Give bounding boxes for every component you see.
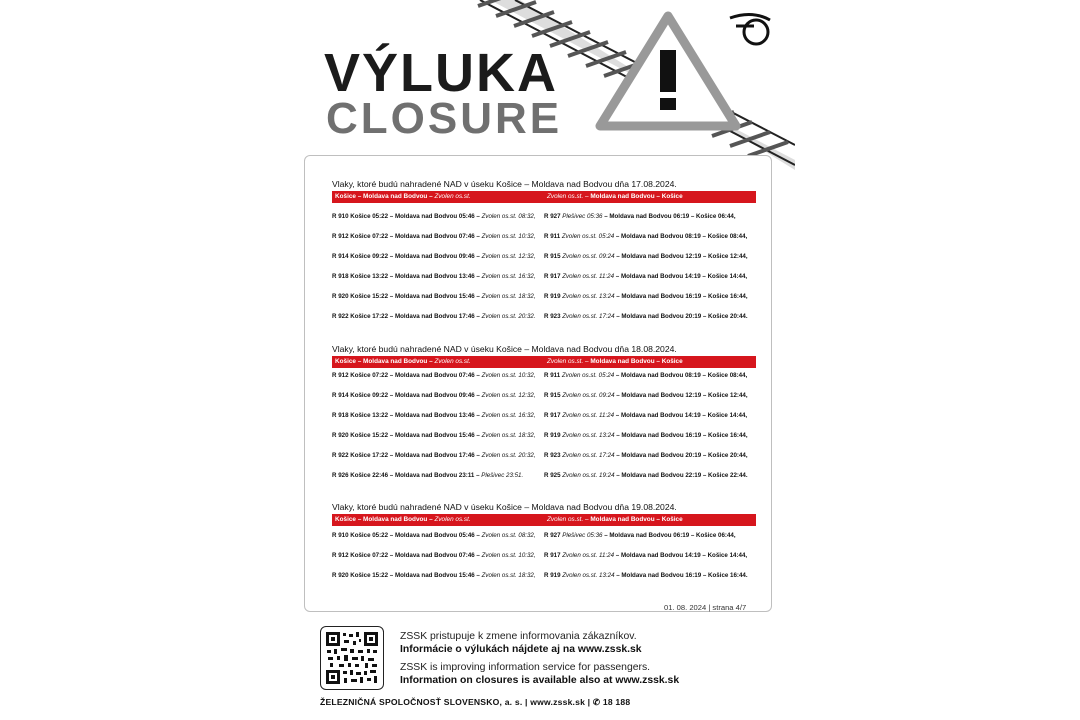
table-row: R 914 Košice 09:22 – Moldava nad Bodvou 09:46 – Zvolen os.st. 12:32, R 915 Zvolen os.st. 09:24 – Moldava nad Bodvou 12:19 – Košice 12:44, [332, 392, 748, 399]
route-header-band [332, 356, 756, 368]
table-row: R 914 Košice 09:22 – Moldava nad Bodvou 09:46 – Zvolen os.st. 12:32, R 915 Zvolen os.st. 09:24 – Moldava nad Bodvou 12:19 – Košice 12:44, [332, 253, 748, 260]
table-row: R 922 Košice 17:22 – Moldava nad Bodvou 17:46 – Zvolen os.st. 20:32, R 923 Zvolen os.st. 17:24 – Moldava nad Bodvou 20:19 – Košice 20:44, [332, 452, 748, 459]
route-header-band [332, 514, 756, 526]
qr-code-icon [326, 632, 378, 684]
route-header-left: Košice – Moldava nad Bodvou – Zvolen os.st. [335, 516, 471, 523]
company-footer: ŽELEZNIČNÁ SPOLOČNOSŤ SLOVENSKO, a. s. | www.zssk.sk | ✆ 18 188 [320, 697, 631, 707]
section-title: Vlaky, ktoré budú nahradené NAD v úseku Košice – Moldava nad Bodvou dňa 17.08.2024. [332, 179, 677, 189]
title-sk: VÝLUKA [324, 43, 559, 103]
table-row: R 926 Košice 22:46 – Moldava nad Bodvou 23:11 – Plešivec 23:51. R 925 Zvolen os.st. 19:24 – Moldava nad Bodvou 22:19 – Košice 22:44. [332, 472, 748, 479]
info-sk-line2[interactable]: Informácie o výlukách nájdete aj na www.zssk.sk [400, 643, 642, 655]
route-header-left: Košice – Moldava nad Bodvou – Zvolen os.st. [335, 193, 471, 200]
table-row: R 920 Košice 15:22 – Moldava nad Bodvou 15:46 – Zvolen os.st. 18:32, R 919 Zvolen os.st. 13:24 – Moldava nad Bodvou 16:19 – Košice 16:44. [332, 572, 748, 579]
section-17-08 [332, 179, 756, 329]
table-row: R 920 Košice 15:22 – Moldava nad Bodvou 15:46 – Zvolen os.st. 18:32, R 919 Zvolen os.st. 13:24 – Moldava nad Bodvou 16:19 – Košice 16:44, [332, 432, 748, 439]
table-row: R 910 Košice 05:22 – Moldava nad Bodvou 05:46 – Zvolen os.st. 08:32, R 927 Plešivec 05:36 – Moldava nad Bodvou 06:19 – Košice 06:44, [332, 213, 736, 220]
section-18-08 [332, 344, 756, 488]
section-title: Vlaky, ktoré budú nahradené NAD v úseku Košice – Moldava nad Bodvou dňa 19.08.2024. [332, 502, 677, 512]
section-19-08 [332, 502, 756, 588]
route-header-left: Košice – Moldava nad Bodvou – Zvolen os.st. [335, 358, 471, 365]
table-row: R 912 Košice 07:22 – Moldava nad Bodvou 07:46 – Zvolen os.st. 10:32, R 917 Zvolen os.st. 11:24 – Moldava nad Bodvou 14:19 – Košice 14:44, [332, 552, 748, 559]
title-en: CLOSURE [326, 94, 563, 143]
table-row: R 918 Košice 13:22 – Moldava nad Bodvou 13:46 – Zvolen os.st. 16:32, R 917 Zvolen os.st. 11:24 – Moldava nad Bodvou 14:19 – Košice 14:44, [332, 412, 748, 419]
info-en-line2[interactable]: Information on closures is available also at www.zssk.sk [400, 674, 680, 686]
page-number: 01. 08. 2024 | strana 4/7 [664, 603, 747, 612]
route-header-right: Zvolen os.st. – Moldava nad Bodvou – Košice [547, 358, 683, 365]
zssk-logo-icon [724, 10, 776, 48]
route-header-right: Zvolen os.st. – Moldava nad Bodvou – Košice [547, 516, 683, 523]
info-en-line1: ZSSK is improving information service for passengers. [400, 662, 651, 674]
route-header-right: Zvolen os.st. – Moldava nad Bodvou – Košice [547, 193, 683, 200]
table-row: R 912 Košice 07:22 – Moldava nad Bodvou 07:46 – Zvolen os.st. 10:32, R 911 Zvolen os.st. 05:24 – Moldava nad Bodvou 08:19 – Košice 08:44, [332, 233, 748, 240]
table-row: R 920 Košice 15:22 – Moldava nad Bodvou 15:46 – Zvolen os.st. 18:32, R 919 Zvolen os.st. 13:24 – Moldava nad Bodvou 16:19 – Košice 16:44, [332, 293, 748, 300]
info-block [400, 631, 679, 687]
section-title: Vlaky, ktoré budú nahradené NAD v úseku Košice – Moldava nad Bodvou dňa 18.08.2024. [332, 344, 677, 354]
table-row: R 910 Košice 05:22 – Moldava nad Bodvou 05:46 – Zvolen os.st. 08:32, R 927 Plešivec 05:36 – Moldava nad Bodvou 06:19 – Košice 06:44, [332, 532, 736, 539]
table-row: R 912 Košice 07:22 – Moldava nad Bodvou 07:46 – Zvolen os.st. 10:32, R 911 Zvolen os.st. 05:24 – Moldava nad Bodvou 08:19 – Košice 08:44, [332, 372, 748, 379]
table-row: R 918 Košice 13:22 – Moldava nad Bodvou 13:46 – Zvolen os.st. 16:32, R 917 Zvolen os.st. 11:24 – Moldava nad Bodvou 14:19 – Košice 14:44, [332, 273, 748, 280]
route-header-band [332, 191, 756, 203]
qr-code[interactable] [320, 626, 384, 690]
info-sk-line1: ZSSK pristupuje k zmene informovania zákazníkov. [400, 631, 637, 642]
table-row: R 922 Košice 17:22 – Moldava nad Bodvou 17:46 – Zvolen os.st. 20:32. R 923 Zvolen os.st. 17:24 – Moldava nad Bodvou 20:19 – Košice 20:44. [332, 313, 748, 320]
